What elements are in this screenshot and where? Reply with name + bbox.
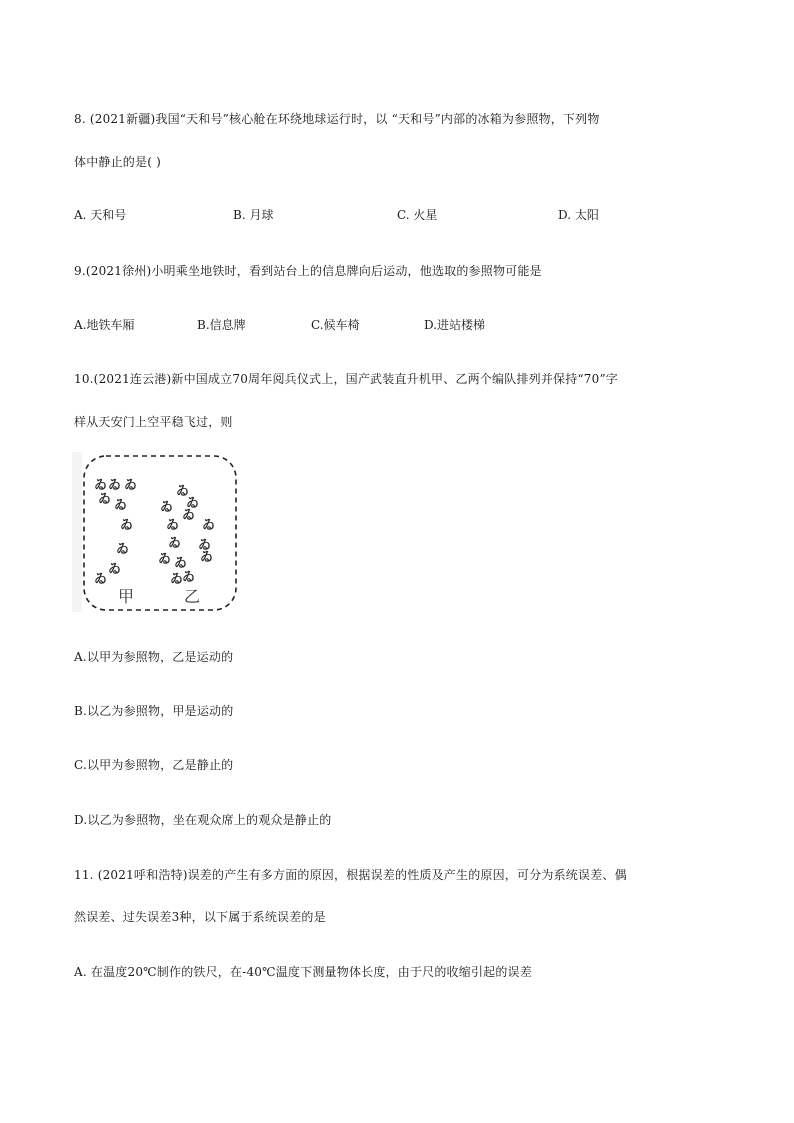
q10-option-b: B.以乙为参照物，甲是运动的: [74, 704, 234, 718]
q8-stem-line2: 体中静止的是( ): [74, 155, 161, 169]
helicopter-icon: ゐ: [202, 518, 216, 533]
q10-option-a: A.以甲为参照物，乙是运动的: [74, 650, 234, 664]
helicopter-icon: ゐ: [94, 478, 108, 493]
helicopter-icon: ゐ: [168, 536, 182, 551]
q10-stem-line2: 样从天安门上空平稳飞过，则: [74, 415, 233, 429]
q8-option-a: A. 天和号: [74, 208, 127, 222]
helicopter-icon: ゐ: [108, 562, 122, 577]
q11-stem-line2: 然误差、过失误差3种，以下属于系统误差的是: [74, 910, 326, 924]
q10-stem-line1: 10.(2021连云港)新中国成立70周年阅兵仪式上，国产武装直升机甲、乙两个编队排列并保持“70”字: [74, 372, 618, 386]
q8-option-d: D. 太阳: [558, 208, 599, 222]
helicopter-icon: ゐ: [120, 518, 134, 533]
helicopter-icon: ゐ: [182, 570, 196, 585]
formation-label-jia: 甲: [118, 587, 135, 606]
formation-label-yi: 乙: [184, 587, 201, 606]
q11-stem-line1: 11. (2021呼和浩特)误差的产生有多方面的原因，根据误差的性质及产生的原因，可分为系统误差、偶: [74, 868, 627, 882]
helicopter-icon: ゐ: [158, 552, 172, 567]
helicopter-icon: ゐ: [108, 478, 122, 493]
helicopter-icon: ゐ: [94, 572, 108, 587]
helicopter-icon: ゐ: [160, 500, 174, 515]
helicopter-icon: ゐ: [198, 538, 212, 553]
q11-option-a: A. 在温度20℃制作的铁尺，在-40℃温度下测量物体长度，由于尺的收缩引起的误差: [74, 965, 532, 979]
q9-option-b: B.信息牌: [197, 318, 246, 332]
helicopter-icon: ゐ: [98, 492, 112, 507]
q9-option-d: D.进站楼梯: [424, 318, 486, 332]
helicopter-icon: ゐ: [186, 496, 200, 511]
helicopter-formation-figure: [72, 452, 242, 614]
helicopter-icon: ゐ: [116, 542, 130, 557]
helicopter-icon: ゐ: [124, 478, 138, 493]
helicopter-icon: ゐ: [200, 550, 214, 565]
helicopter-icon: ゐ: [182, 508, 196, 523]
q8-stem-line1: 8. (2021新疆)我国“天和号”核心舱在环绕地球运行时，以 “天和号”内部的冰箱为参照物，下列物: [74, 112, 600, 126]
helicopter-icon: ゐ: [166, 518, 180, 533]
q9-stem-line1: 9.(2021徐州)小明乘坐地铁时，看到站台上的信息牌向后运动，他选取的参照物可能是: [74, 264, 542, 278]
q8-option-b: B. 月球: [233, 208, 274, 222]
helicopter-icon: ゐ: [174, 556, 188, 571]
q9-option-c: C.候车椅: [311, 318, 360, 332]
helicopter-icon: ゐ: [176, 484, 190, 499]
helicopter-icon: ゐ: [114, 498, 128, 513]
helicopter-icon: ゐ: [170, 572, 184, 587]
q9-option-a: A.地铁车厢: [74, 318, 135, 332]
q10-option-d: D.以乙为参照物，坐在观众席上的观众是静止的: [74, 813, 332, 827]
q10-option-c: C.以甲为参照物，乙是静止的: [74, 758, 234, 772]
q8-option-c: C. 火星: [397, 208, 438, 222]
